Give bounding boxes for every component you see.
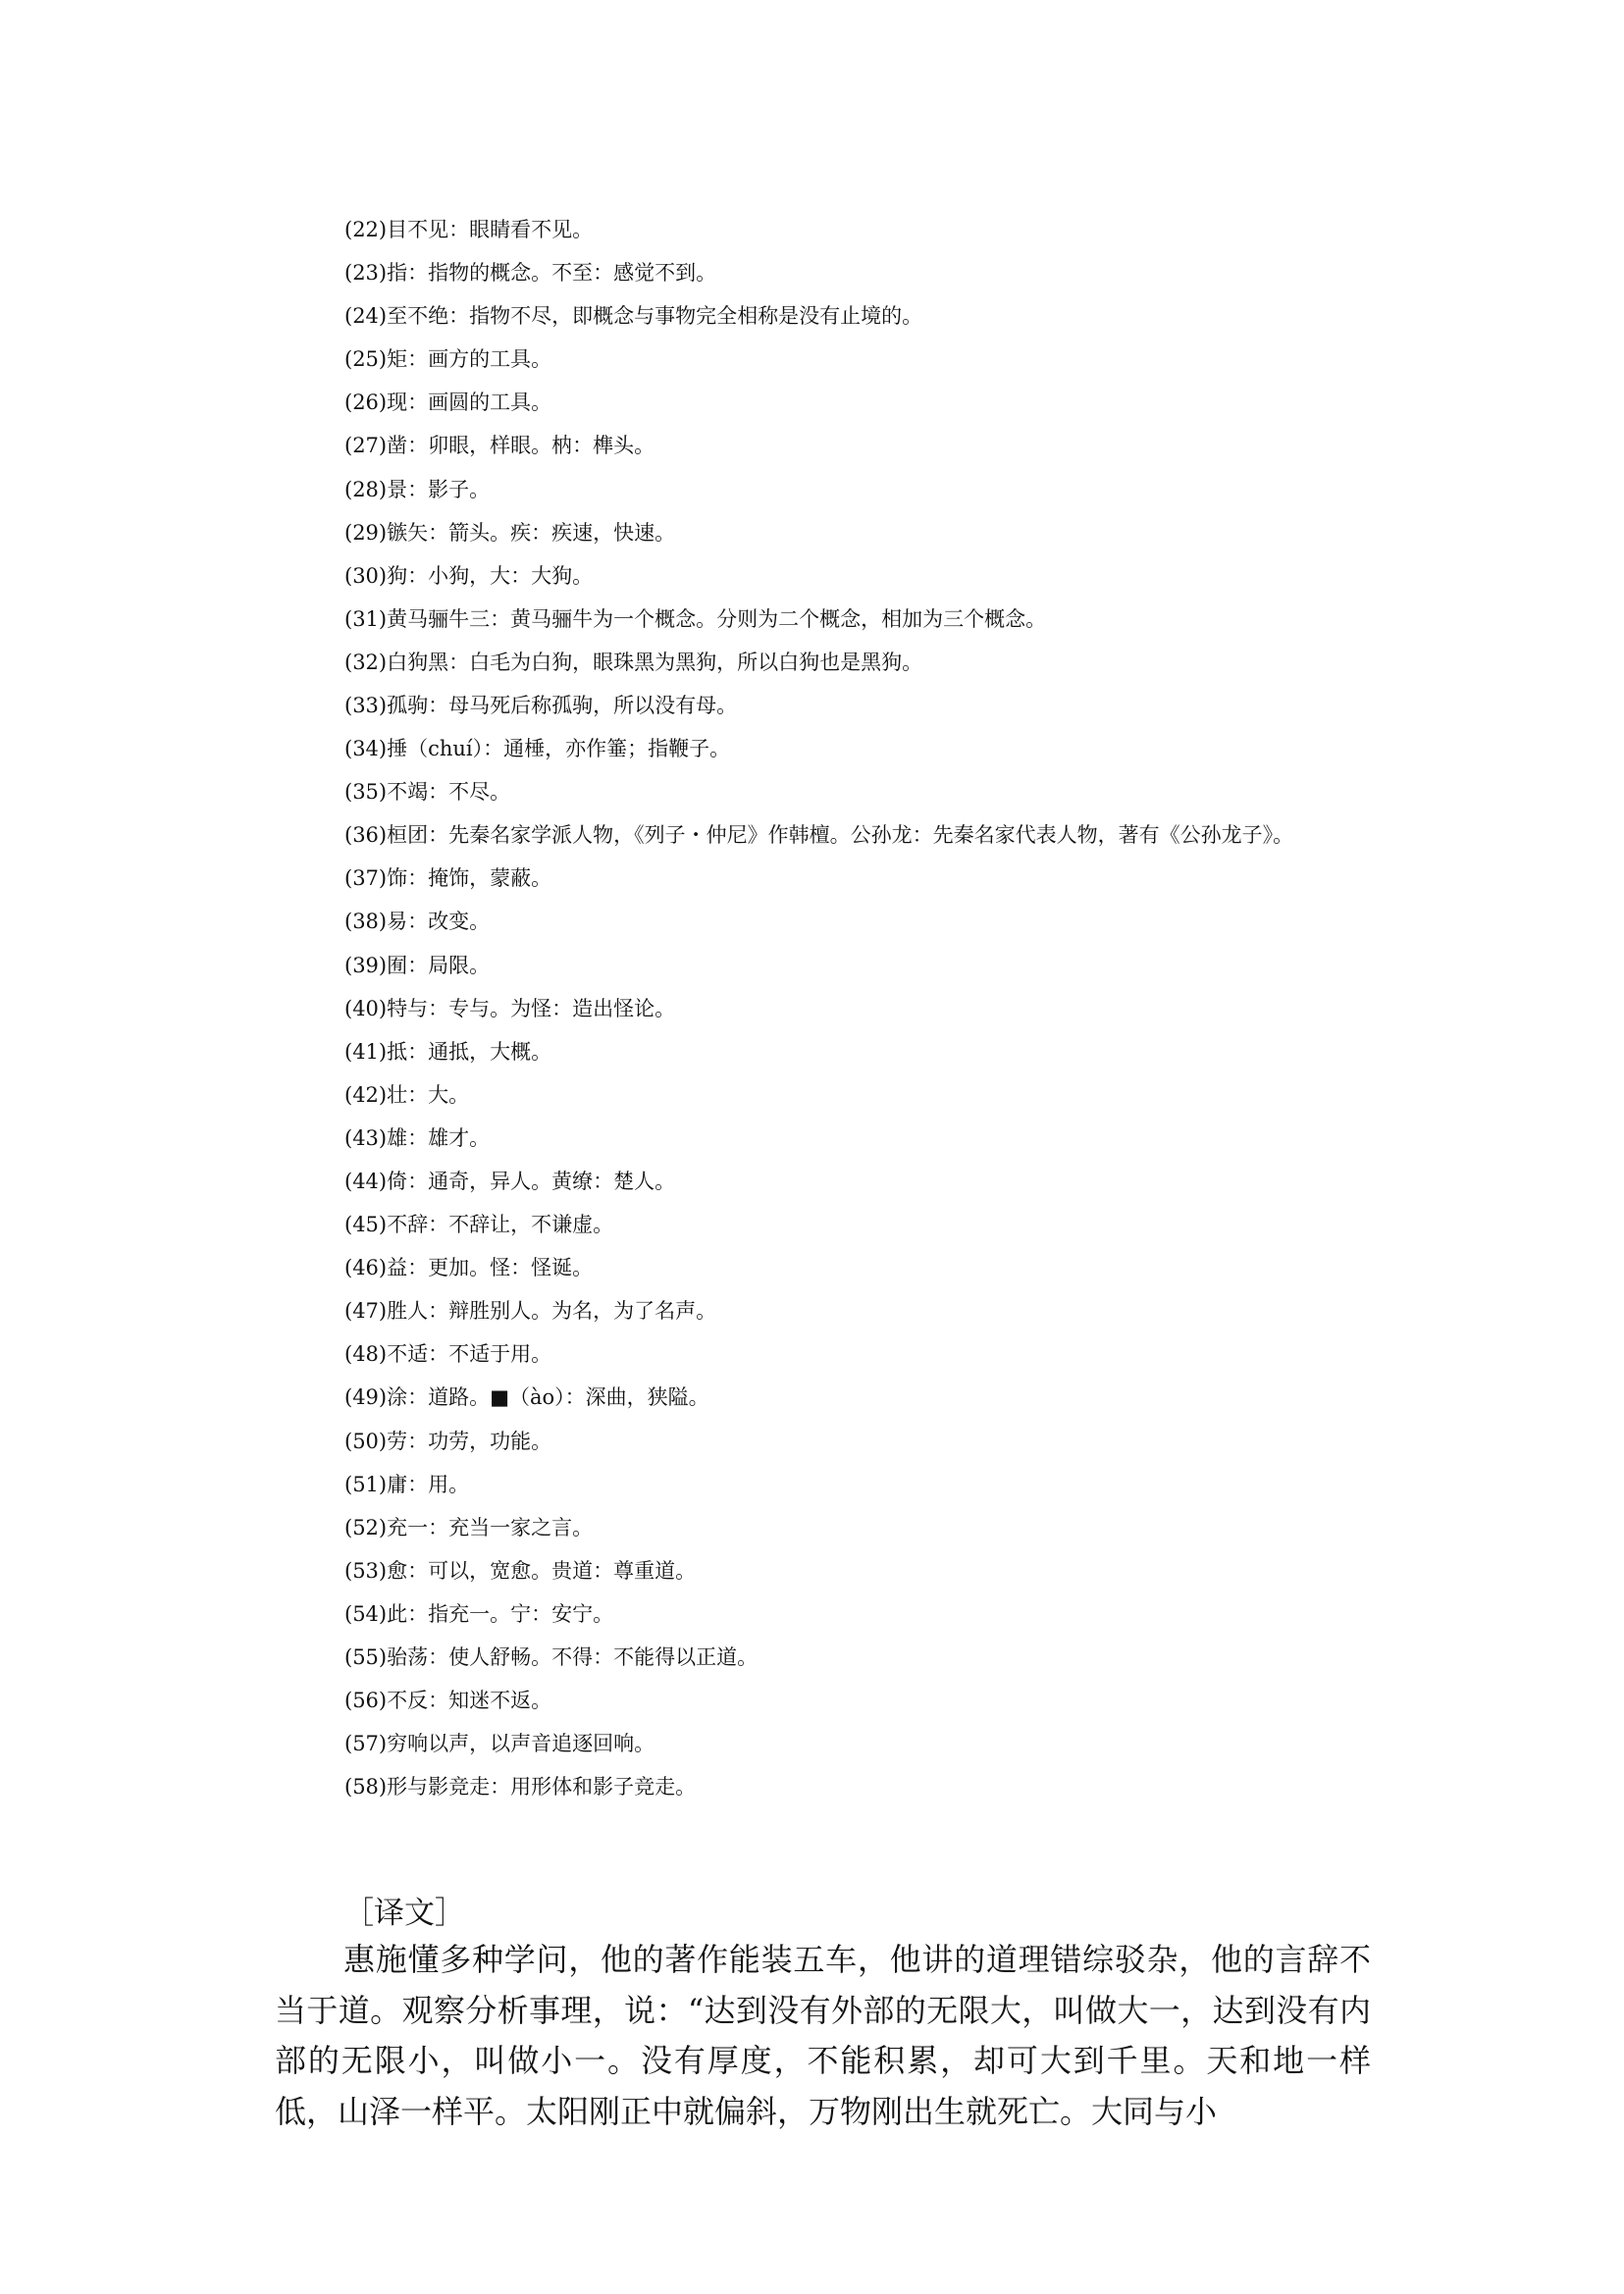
annotation-41: (41)抵：通抵，大概。 [344, 1039, 552, 1064]
annotation-38: (38)易：改变。 [344, 910, 491, 934]
annotation-47: (47)胜人：辩胜别人。为名，为了名声。 [344, 1299, 717, 1324]
annotation-39: (39)囿：局限。 [344, 953, 491, 977]
annotation-43: (43)雄：雄才。 [344, 1125, 491, 1150]
annotation-51: (51)庸：用。 [344, 1472, 470, 1496]
annotation-56: (56)不反：知迷不返。 [344, 1689, 552, 1713]
annotation-31: (31)黄马骊牛三：黄马骊牛为一个概念。分则为二个概念，相加为三个概念。 [344, 606, 1047, 631]
annotation-37: (37)饰：掩饰，蒙蔽。 [344, 866, 552, 891]
annotation-33: (33)孤驹：母马死后称孤驹，所以没有母。 [344, 694, 738, 718]
annotation-52: (52)充一：充当一家之言。 [344, 1515, 594, 1539]
annotation-26: (26)现：画圆的工具。 [344, 391, 552, 415]
annotation-34: (34)捶（chuí）：通棰，亦作箠；指鞭子。 [344, 737, 731, 761]
annotation-44: (44)倚：通奇，异人。黄缭：楚人。 [344, 1169, 676, 1193]
annotation-27: (27)凿：卯眼，样眼。枘：榫头。 [344, 434, 655, 458]
annotation-24: (24)至不绝：指物不尽，即概念与事物完全相称是没有止境的。 [344, 304, 923, 329]
annotation-40: (40)特与：专与。为怪：造出怪论。 [344, 996, 676, 1020]
annotation-35: (35)不竭：不尽。 [344, 780, 511, 805]
annotation-42: (42)壮：大。 [344, 1082, 470, 1107]
annotation-58: (58)形与影竞走：用形体和影子竞走。 [344, 1775, 697, 1799]
annotation-32: (32)白狗黑：白毛为白狗，眼珠黑为黑狗，所以白狗也是黑狗。 [344, 650, 923, 674]
annotation-22: (22)目不见：眼睛看不见。 [344, 218, 594, 241]
annotation-57: (57)穷响以声，以声音追逐回响。 [344, 1732, 655, 1756]
annotation-45: (45)不辞：不辞让，不谦虚。 [344, 1213, 614, 1237]
annotation-36: (36)桓团：先秦名家学派人物，《列子・仲尼》作韩檀。公孙龙：先秦名家代表人物，著有《公孙龙子》。 [344, 823, 1294, 848]
annotation-53: (53)愈：可以，宽愈。贵道：尊重道。 [344, 1558, 697, 1583]
translation-heading: ［译文］ [343, 1896, 465, 1931]
annotation-49: (49)涂：道路。■（ào）：深曲，狭隘。 [344, 1385, 709, 1410]
annotation-list [275, 208, 1374, 1808]
annotation-23: (23)指：指物的概念。不至：感觉不到。 [344, 261, 717, 286]
annotation-46: (46)益：更加。怪：怪诞。 [344, 1256, 594, 1280]
annotation-28: (28)景：影子。 [344, 477, 491, 501]
annotation-48: (48)不适：不适于用。 [344, 1342, 552, 1367]
translation-paragraph: 惠施懂多种学问，他的著作能装五车，他讲的道理错综驳杂，他的言辞不当于道。观察分析事理，说：“达到没有外部的无限大，叫做大一，达到没有内部的无限小，叫做小一。没有厚度，不能积累，却可大到千里。天和地一样低，山泽一样平。太阳刚正中就偏斜，万物刚出生就死亡。大同与小 [275, 1941, 1371, 2130]
annotation-25: (25)矩：画方的工具。 [344, 347, 552, 372]
annotation-30: (30)狗：小狗，大：大狗。 [344, 563, 594, 588]
annotation-29: (29)镞矢：箭头。疾：疾速，快速。 [344, 520, 676, 545]
annotation-54: (54)此：指充一。宁：安宁。 [344, 1601, 614, 1626]
annotation-55: (55)骀荡：使人舒畅。不得：不能得以正道。 [344, 1645, 759, 1669]
annotation-50: (50)劳：功劳，功能。 [344, 1429, 552, 1453]
